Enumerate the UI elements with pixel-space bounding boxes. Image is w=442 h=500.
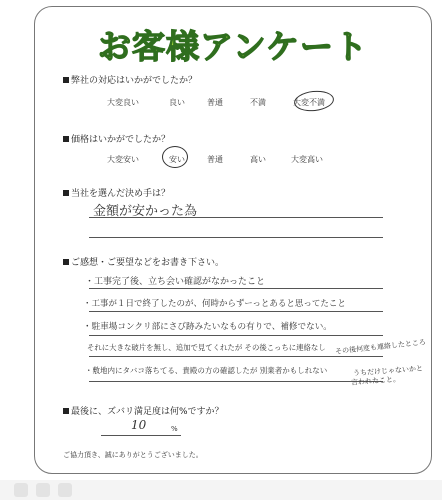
selection-circle [162, 146, 188, 168]
thumbnail-dot[interactable] [36, 483, 50, 497]
question-service-label: 弊社の対応はいかがでしたか？ [71, 76, 198, 86]
bullet-square-icon [63, 408, 69, 414]
option-service-average: 普通 [207, 98, 223, 107]
satisfaction-value: 10 [131, 418, 147, 432]
question-comments [63, 255, 224, 268]
comment-line-1: ・工事完了後、立ち会い確認がなかったこと [85, 277, 266, 287]
question-satisfaction-label: 最後に、ズバリ満足度は何%ですか？ [71, 407, 224, 417]
thumbnail-dot[interactable] [14, 483, 28, 497]
thumbnail-dot[interactable] [58, 483, 72, 497]
satisfaction-unit: % [171, 425, 178, 433]
bullet-square-icon [63, 77, 69, 83]
answer-line [89, 217, 383, 218]
comment-rule [89, 335, 383, 336]
comment-line-3: ・駐車場コンクリ部にさび跡みたいなもの有りで、補修でない。 [83, 322, 332, 332]
option-price-very-cheap: 大変安い [107, 155, 139, 164]
comment-rule [89, 311, 383, 312]
answer-line [89, 237, 383, 238]
option-price-expensive: 高い [250, 155, 266, 164]
bullet-square-icon [63, 259, 69, 265]
question-reason-label: 当社を選んだ決め手は？ [71, 189, 171, 199]
comment-rule [89, 381, 383, 382]
margin-note-1: その後何度も連絡したところ [334, 338, 427, 356]
option-service-very-dissatisfied: 大変不満 [293, 98, 325, 107]
survey-card [34, 6, 432, 474]
option-price-average: 普通 [207, 155, 223, 164]
question-price [63, 132, 170, 145]
comment-line-4: それに大きな破片を無し、追加で見てくれたが その後こっちに連絡なし [87, 343, 326, 352]
bullet-square-icon [63, 136, 69, 142]
comment-rule [89, 288, 383, 289]
margin-note-3: 言われたこと。 [350, 375, 401, 387]
comment-line-2: ・工事が１日で終了したのが、何時からずーっとあると思ってたこと [83, 299, 346, 309]
comment-line-5: ・敷地内にタバコ落ちてる、貴殿の方の確認したが 別業者かもしれない [85, 366, 328, 375]
question-price-label: 価格はいかがでしたか？ [71, 135, 171, 145]
satisfaction-line [101, 435, 181, 436]
bullet-square-icon [63, 190, 69, 196]
margin-note-2: うちだけじゃないかと [352, 364, 424, 378]
option-service-good: 良い [169, 98, 185, 107]
survey-title: お客様アンケート [97, 27, 369, 66]
selection-circle [293, 89, 335, 113]
thanks-message: ご協力頂き、誠にありがとうございました。 [63, 451, 203, 459]
question-service [63, 73, 197, 86]
comment-rule [89, 356, 383, 357]
question-satisfaction [63, 404, 224, 417]
answer-reason: 金額が安かった為 [93, 204, 198, 219]
option-service-dissatisfied: 不満 [250, 98, 266, 107]
question-comments-label: ご感想・ご要望などをお書き下さい。 [71, 258, 225, 268]
question-reason [63, 186, 170, 199]
option-price-very-expensive: 大変高い [291, 155, 323, 164]
option-service-very-good: 大変良い [107, 98, 139, 107]
option-price-cheap: 安い [169, 155, 185, 164]
